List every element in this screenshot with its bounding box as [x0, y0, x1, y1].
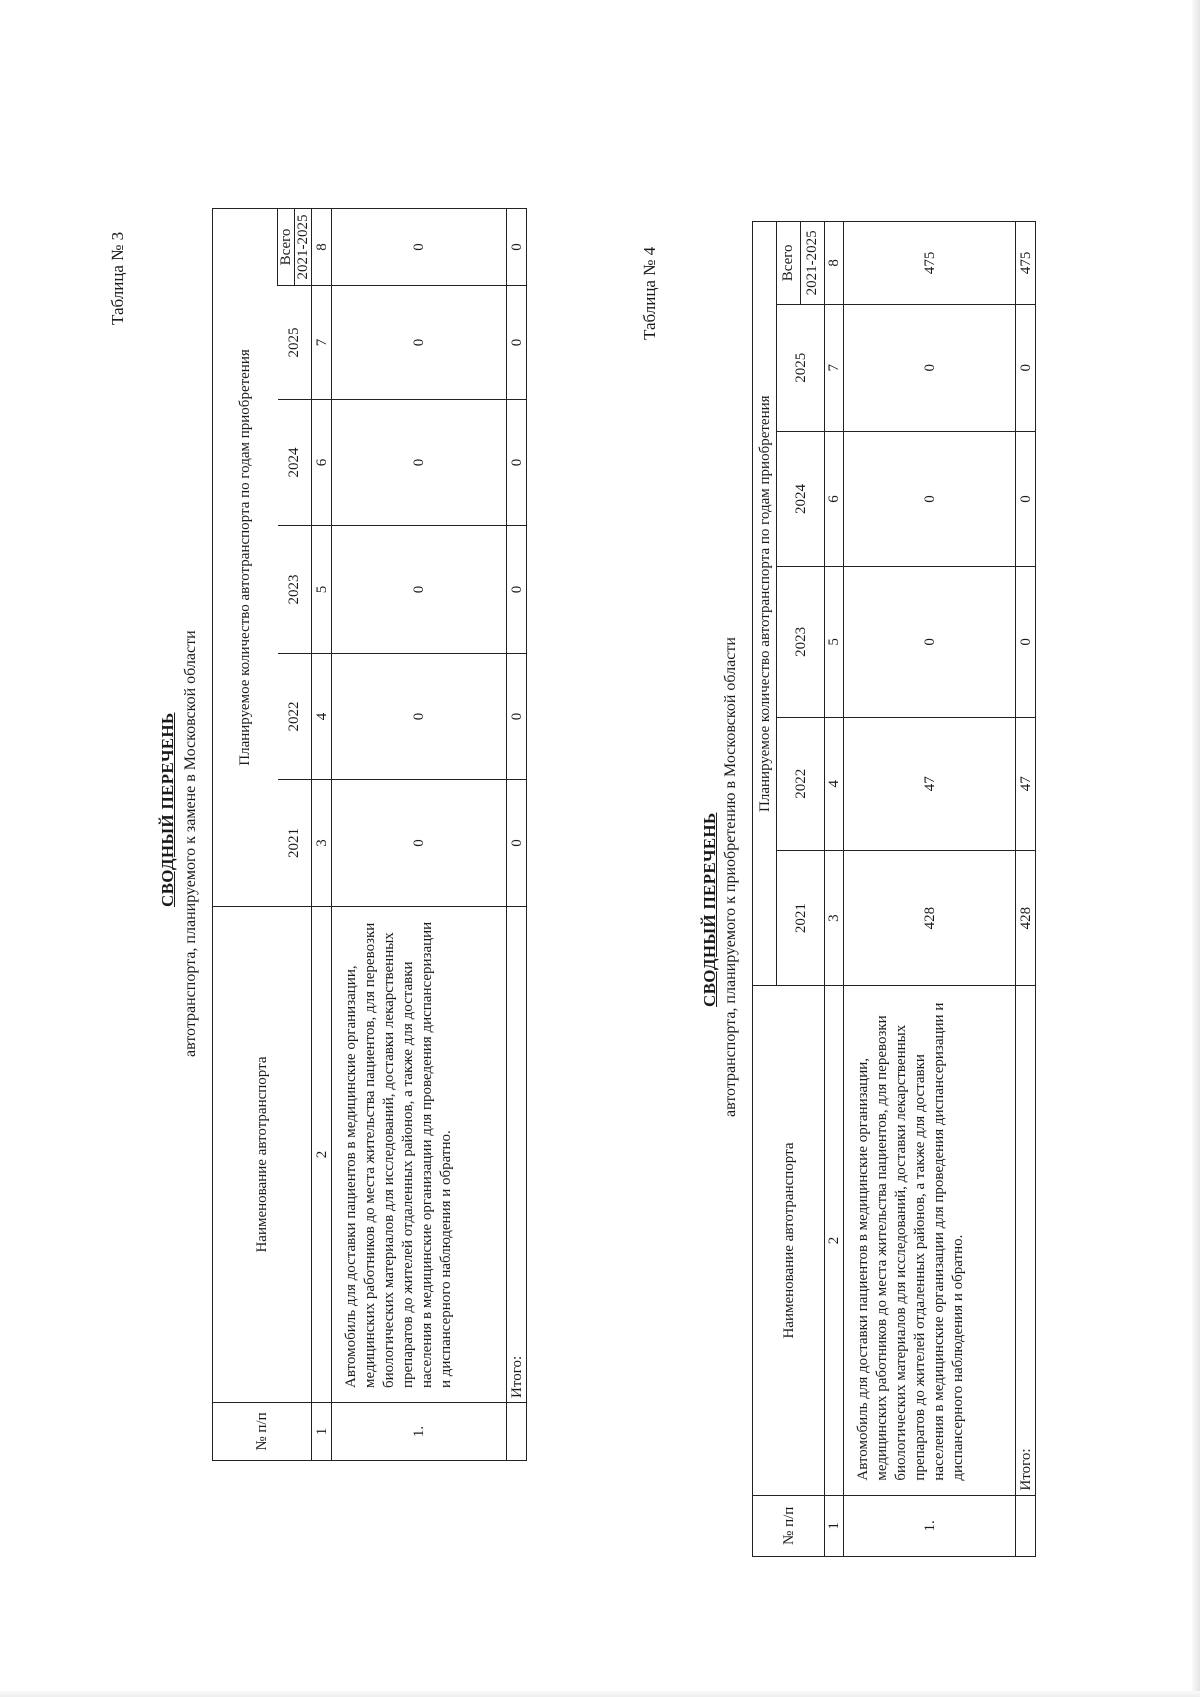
table4-colnum-3: 3: [825, 850, 844, 986]
table3-header-num: № п/п: [213, 1403, 312, 1461]
table3-row-num: 1.: [332, 1403, 507, 1461]
table3-colnum-8: 8: [312, 208, 332, 285]
table4-header-2025: 2025: [777, 304, 825, 431]
table4-colnum-8: 8: [825, 222, 844, 305]
table4-row-2022: 47: [844, 717, 1016, 850]
table3-row-name: Автомобиль для доставки пациентов в медицинские организации, медицинских работников до места жительства пациентов, для перевозки биологических материалов для исследований, доставки лекарственных препаратов до жителей отдаленных районов, а также для доставки населения в медицинские организации для проведения диспансеризации и диспансерного наблюдения и обратно.: [332, 907, 507, 1403]
table3-header-name: Наименование автотранспорта: [213, 907, 312, 1403]
table4-row-2024: 0: [844, 431, 1016, 567]
table4-header-total: [777, 222, 825, 305]
table4-colnum-5: 5: [825, 567, 844, 717]
table3-header-2022: 2022: [278, 654, 312, 780]
table3-colnum-3: 3: [312, 780, 332, 907]
table3-row-2023: 0: [332, 526, 507, 654]
table4-header-name: Наименование автотранспорта: [753, 986, 825, 1495]
table4-header-total-bottom: 2021-2025: [804, 230, 820, 296]
table4-subtitle: автотранспорта, планируемого к приобретению в Московской области: [722, 637, 739, 1117]
table3-total-total: 0: [507, 208, 527, 285]
table4-header-2023: 2023: [777, 567, 825, 717]
table4-total-label: Итого:: [1016, 986, 1036, 1495]
table3-header-total: [278, 208, 312, 285]
table4-row-2021: 428: [844, 850, 1016, 986]
table4-row-2023: 0: [844, 567, 1016, 717]
scan-bottom-edge: [0, 1691, 1200, 1697]
table4-total-2025: 0: [1016, 304, 1036, 431]
table3-colnum-1: 1: [312, 1403, 332, 1461]
table4-total-2022: 47: [1016, 717, 1036, 850]
table3-header-2023: 2023: [278, 526, 312, 654]
table3-colnum-5: 5: [312, 526, 332, 654]
table3-subtitle: автотранспорта, планируемого к замене в Московской области: [182, 630, 199, 1057]
table4-row-total: 475: [844, 222, 1016, 305]
table4-header-num: № п/п: [753, 1495, 825, 1556]
table4-total-2021: 428: [1016, 850, 1036, 986]
table4-header-planned: Планируемое количество автотранспорта по годам приобретения: [753, 222, 777, 986]
table4-colnum-4: 4: [825, 717, 844, 850]
table4-title: СВОДНЫЙ ПЕРЕЧЕНЬ: [700, 812, 719, 1007]
table3-header-2025: 2025: [278, 286, 312, 400]
table4-total-num: [1016, 1495, 1036, 1556]
table3-total-2021: 0: [507, 780, 527, 907]
table3-total-2023: 0: [507, 526, 527, 654]
table3-row-2025: 0: [332, 286, 507, 400]
table3-row-2022: 0: [332, 654, 507, 780]
table3-total-2024: 0: [507, 400, 527, 526]
table3-total-2022: 0: [507, 654, 527, 780]
table3-colnum-4: 4: [312, 654, 332, 780]
table3-title: СВОДНЫЙ ПЕРЕЧЕНЬ: [158, 712, 177, 907]
table3-row-2021: 0: [332, 780, 507, 907]
table4-caption: Таблица № 4: [640, 246, 659, 340]
table3-header-total-bottom: 2021-2025: [295, 214, 311, 280]
table4-total-total: 475: [1016, 222, 1036, 305]
table4-row-2025: 0: [844, 304, 1016, 431]
table3-colnum-7: 7: [312, 286, 332, 400]
table4: [752, 221, 1036, 1557]
table3-row-2024: 0: [332, 400, 507, 526]
table3: [212, 208, 527, 1461]
scan-edge: [1192, 0, 1200, 1697]
table4-header-total-top: Всего: [777, 222, 801, 304]
table3-header-2024: 2024: [278, 400, 312, 526]
table3-header-planned: Планируемое количество автотранспорта по годам приобретения: [213, 208, 278, 906]
table3-caption: Таблица № 3: [108, 231, 127, 325]
table3-colnum-2: 2: [312, 907, 332, 1403]
table4-colnum-2: 2: [825, 986, 844, 1495]
table4-total-2023: 0: [1016, 567, 1036, 717]
table3-header-total-top: Всего: [278, 209, 295, 285]
table3-total-num: [507, 1403, 527, 1461]
table4-header-2021: 2021: [777, 850, 825, 986]
table4-row-name: Автомобиль для доставки пациентов в медицинские организации, медицинских работников до места жительства пациентов, для перевозки биологических материалов для исследований, доставки лекарственных препаратов до жителей отдаленных районов, а также для доставки населения в медицинские организации для проведения диспансеризации и диспансерного наблюдения и обратно.: [844, 986, 1016, 1495]
table4-total-2024: 0: [1016, 431, 1036, 567]
table3-colnum-6: 6: [312, 400, 332, 526]
table3-total-label: Итого:: [507, 907, 527, 1403]
table3-total-2025: 0: [507, 286, 527, 400]
table3-row-total: 0: [332, 208, 507, 285]
table4-colnum-6: 6: [825, 431, 844, 567]
table4-colnum-1: 1: [825, 1495, 844, 1556]
table4-colnum-7: 7: [825, 304, 844, 431]
table4-header-2024: 2024: [777, 431, 825, 567]
table4-header-2022: 2022: [777, 717, 825, 850]
table3-header-2021: 2021: [278, 780, 312, 907]
table4-row-num: 1.: [844, 1495, 1016, 1556]
